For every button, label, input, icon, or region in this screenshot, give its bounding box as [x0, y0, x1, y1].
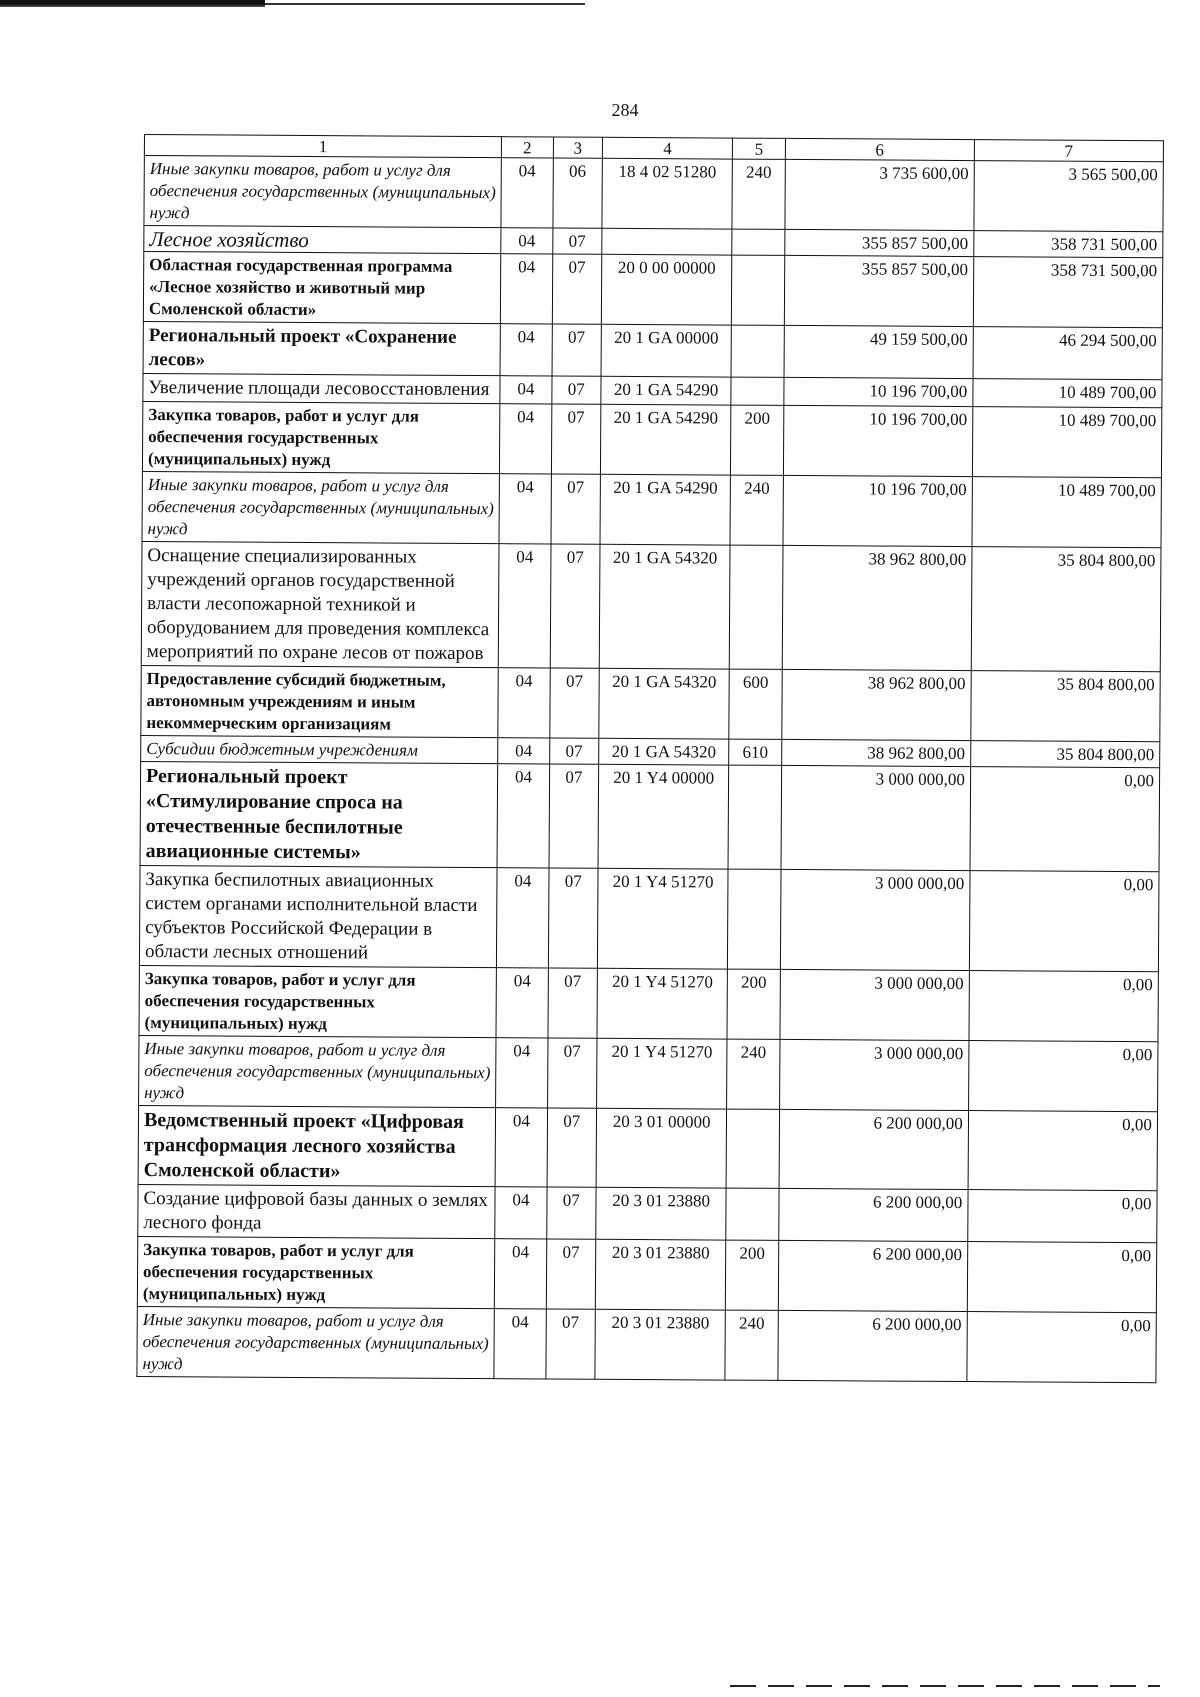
row-target-article-cell: 20 3 01 23880 [596, 1187, 727, 1240]
row-target-article-cell: 18 4 02 51280 [602, 158, 733, 229]
row-target-article-cell [602, 228, 732, 255]
table-row [139, 1035, 1158, 1111]
row-subsection-cell: 07 [547, 1038, 597, 1108]
row-amount-year2-cell: 35 804 800,00 [971, 547, 1161, 672]
row-section-cell: 04 [501, 158, 553, 228]
row-name-cell: Иные закупки товаров, работ и услуг для обеспечения государственных (муниципальных) нужд [144, 156, 502, 228]
row-subsection-cell: 07 [549, 764, 599, 868]
row-subsection-cell: 07 [548, 968, 598, 1038]
row-subsection-cell: 07 [546, 1187, 596, 1239]
row-target-article-cell: 20 1 GA 54320 [599, 544, 730, 669]
row-name-cell: Закупка товаров, работ и услуг для обеспечения государственных (муниципальных) нужд [142, 401, 500, 473]
row-target-article-cell: 20 1 Y4 00000 [598, 764, 729, 869]
row-subsection-cell: 07 [552, 228, 602, 254]
row-expense-type-cell [728, 765, 781, 869]
scan-edge-line [265, 3, 585, 5]
row-amount-year2-cell: 358 731 500,00 [973, 257, 1163, 328]
row-target-article-cell: 20 1 Y4 51270 [597, 968, 728, 1039]
row-expense-type-cell [732, 255, 785, 325]
row-expense-type-cell: 600 [729, 669, 782, 739]
header-col-6: 6 [785, 138, 974, 160]
row-target-article-cell: 20 1 GA 54290 [601, 376, 731, 405]
row-target-article-cell: 20 1 GA 54320 [599, 668, 730, 739]
row-amount-year2-cell: 0,00 [970, 767, 1160, 872]
row-amount-year1-cell: 38 962 800,00 [782, 669, 972, 740]
row-target-article-cell: 20 1 GA 54320 [599, 738, 729, 765]
row-section-cell: 04 [495, 1187, 547, 1239]
row-amount-year1-cell: 355 857 500,00 [785, 229, 974, 256]
row-section-cell: 04 [500, 324, 552, 376]
row-subsection-cell: 07 [550, 544, 600, 668]
row-name-cell: Закупка товаров, работ и услуг для обеспечения государственных (муниципальных) нужд [137, 1236, 495, 1308]
row-name-cell: Оснащение специализированных учреждений органов государственной власти лесопожарной техникой и оборудованием для проведения комплекса мероприятий по охране лесов от пожаров [141, 541, 499, 667]
row-name-cell: Закупка беспилотных авиационных систем органами исполнительной власти субъектов Российской Федерации в области лесных отношений [139, 865, 497, 967]
row-target-article-cell: 20 1 GA 54290 [600, 404, 731, 475]
table-body [137, 135, 1164, 1383]
page-number: 284 [611, 100, 639, 120]
row-amount-year2-cell: 0,00 [968, 1041, 1158, 1112]
row-expense-type-cell [728, 869, 781, 969]
table-row [138, 1184, 1157, 1242]
row-amount-year2-cell: 46 294 500,00 [973, 327, 1162, 380]
header-col-3: 3 [553, 137, 602, 158]
row-subsection-cell: 07 [547, 1108, 597, 1187]
row-amount-year1-cell: 6 200 000,00 [779, 1188, 968, 1241]
row-subsection-cell: 07 [549, 668, 599, 738]
row-expense-type-cell: 200 [726, 1240, 779, 1310]
row-name-cell: Иные закупки товаров, работ и услуг для обеспечения государственных (муниципальных) нужд [137, 1306, 495, 1378]
row-target-article-cell: 20 0 00 00000 [601, 254, 732, 325]
row-name-cell: Ведомственный проект «Цифровая трансформация лесного хозяйства Смоленской области» [138, 1105, 496, 1186]
row-section-cell: 04 [501, 228, 553, 254]
row-section-cell: 04 [495, 1239, 547, 1309]
table-row [137, 1306, 1156, 1382]
row-subsection-cell: 06 [553, 158, 603, 228]
row-name-cell: Предоставление субсидий бюджетным, автономным учреждениям и иным некоммерческим организациям [141, 665, 499, 737]
row-amount-year2-cell: 0,00 [967, 1312, 1157, 1383]
header-col-2: 2 [502, 137, 554, 158]
row-name-cell: Субсидии бюджетным учреждениям [141, 735, 498, 763]
table-row [144, 156, 1163, 232]
row-subsection-cell: 07 [551, 404, 601, 474]
table-row [142, 471, 1161, 547]
table-row [139, 965, 1158, 1041]
row-expense-type-cell: 200 [731, 405, 784, 475]
row-amount-year2-cell: 35 804 800,00 [970, 741, 1159, 768]
header-col-5: 5 [733, 138, 786, 159]
row-expense-type-cell: 240 [732, 159, 785, 229]
row-expense-type-cell [731, 377, 784, 405]
row-amount-year2-cell: 0,00 [967, 1242, 1157, 1313]
row-amount-year1-cell: 3 735 600,00 [785, 159, 975, 230]
header-col-4: 4 [602, 137, 732, 159]
row-name-cell: Иные закупки товаров, работ и услуг для обеспечения государственных (муниципальных) нужд [142, 471, 500, 543]
row-amount-year2-cell: 0,00 [969, 971, 1159, 1042]
budget-table [136, 134, 1164, 1383]
row-target-article-cell: 20 3 01 00000 [596, 1108, 727, 1188]
row-name-cell: Закупка товаров, работ и услуг для обеспечения государственных (муниципальных) нужд [139, 965, 497, 1037]
table-row [142, 401, 1161, 477]
row-amount-year2-cell: 3 565 500,00 [974, 161, 1164, 232]
header-col-7: 7 [974, 140, 1163, 162]
row-amount-year1-cell: 3 000 000,00 [781, 765, 971, 870]
scan-footer-dashes [730, 1685, 1160, 1687]
row-expense-type-cell [732, 229, 785, 255]
row-amount-year1-cell: 6 200 000,00 [779, 1109, 969, 1189]
row-amount-year2-cell: 35 804 800,00 [971, 671, 1161, 742]
row-target-article-cell: 20 3 01 23880 [595, 1239, 726, 1310]
row-subsection-cell: 07 [546, 1239, 596, 1309]
row-subsection-cell: 07 [551, 376, 601, 404]
row-amount-year2-cell: 10 489 700,00 [972, 477, 1162, 548]
table-row [141, 541, 1161, 671]
table-row [143, 321, 1162, 379]
row-name-cell: Областная государственная программа «Лесное хозяйство и животный мир Смоленской области» [143, 252, 501, 324]
row-expense-type-cell [729, 545, 782, 669]
row-amount-year1-cell: 355 857 500,00 [784, 255, 974, 326]
row-subsection-cell: 07 [552, 254, 602, 324]
table-row [141, 665, 1160, 741]
row-amount-year2-cell: 358 731 500,00 [974, 231, 1163, 258]
row-expense-type-cell [726, 1188, 779, 1240]
row-subsection-cell: 07 [551, 474, 601, 544]
row-amount-year1-cell: 38 962 800,00 [782, 545, 972, 670]
row-name-cell: Региональный проект «Стимулирование спроса на отечественные беспилотные авиационные системы» [140, 761, 498, 867]
row-section-cell: 04 [497, 764, 549, 868]
row-section-cell: 04 [494, 1309, 546, 1379]
row-subsection-cell: 07 [546, 1309, 596, 1379]
row-section-cell: 04 [500, 376, 552, 404]
row-expense-type-cell [726, 1109, 779, 1188]
row-target-article-cell: 20 1 Y4 51270 [597, 868, 728, 969]
row-name-cell: Иные закупки товаров, работ и услуг для обеспечения государственных (муниципальных) нужд [139, 1035, 497, 1107]
row-target-article-cell: 20 1 GA 00000 [601, 324, 732, 377]
row-amount-year2-cell: 0,00 [968, 1190, 1157, 1243]
row-subsection-cell: 07 [548, 868, 598, 968]
row-target-article-cell: 20 1 GA 54290 [600, 474, 731, 545]
table-row [140, 761, 1160, 871]
row-section-cell: 04 [501, 254, 553, 324]
row-amount-year1-cell: 49 159 500,00 [784, 325, 973, 378]
row-section-cell: 04 [499, 474, 551, 544]
row-amount-year2-cell: 0,00 [969, 871, 1159, 972]
row-subsection-cell: 07 [552, 324, 602, 376]
row-amount-year1-cell: 3 000 000,00 [780, 869, 970, 970]
row-name-cell: Лесное хозяйство [144, 226, 501, 254]
row-amount-year1-cell: 3 000 000,00 [780, 969, 970, 1040]
row-amount-year1-cell: 6 200 000,00 [778, 1310, 968, 1381]
row-section-cell: 04 [498, 668, 550, 738]
row-amount-year1-cell: 10 196 700,00 [783, 405, 973, 476]
row-target-article-cell: 20 3 01 23880 [595, 1309, 726, 1380]
scan-edge-mark [0, 0, 265, 7]
table-row [143, 252, 1162, 328]
table-row [139, 865, 1159, 971]
row-expense-type-cell: 610 [729, 739, 782, 765]
row-name-cell: Увеличение площади лесовосстановления [143, 373, 500, 403]
row-amount-year2-cell: 10 489 700,00 [972, 407, 1162, 478]
row-amount-year1-cell: 38 962 800,00 [781, 739, 970, 766]
row-section-cell: 04 [496, 1038, 548, 1108]
row-section-cell: 04 [497, 868, 549, 968]
row-section-cell: 04 [498, 738, 550, 764]
row-name-cell: Региональный проект «Сохранение лесов» [143, 321, 500, 375]
row-section-cell: 04 [495, 1108, 547, 1187]
row-expense-type-cell: 240 [725, 1310, 778, 1380]
row-section-cell: 04 [500, 404, 552, 474]
row-section-cell: 04 [496, 968, 548, 1038]
row-target-article-cell: 20 1 Y4 51270 [597, 1038, 728, 1109]
row-amount-year1-cell: 10 196 700,00 [784, 377, 973, 406]
row-subsection-cell: 07 [549, 738, 599, 764]
row-name-cell: Создание цифровой базы данных о землях лесного фонда [138, 1184, 495, 1238]
row-expense-type-cell [731, 325, 784, 377]
row-amount-year2-cell: 10 489 700,00 [973, 379, 1162, 408]
row-amount-year1-cell: 3 000 000,00 [779, 1039, 969, 1110]
table-row [138, 1105, 1157, 1190]
row-expense-type-cell: 240 [730, 475, 783, 545]
header-col-1: 1 [144, 135, 501, 158]
row-amount-year2-cell: 0,00 [968, 1111, 1158, 1191]
row-section-cell: 04 [498, 544, 550, 668]
row-amount-year1-cell: 6 200 000,00 [778, 1240, 968, 1311]
row-expense-type-cell: 200 [727, 969, 780, 1039]
row-amount-year1-cell: 10 196 700,00 [783, 475, 973, 546]
table-row [137, 1236, 1156, 1312]
row-expense-type-cell: 240 [727, 1039, 780, 1109]
